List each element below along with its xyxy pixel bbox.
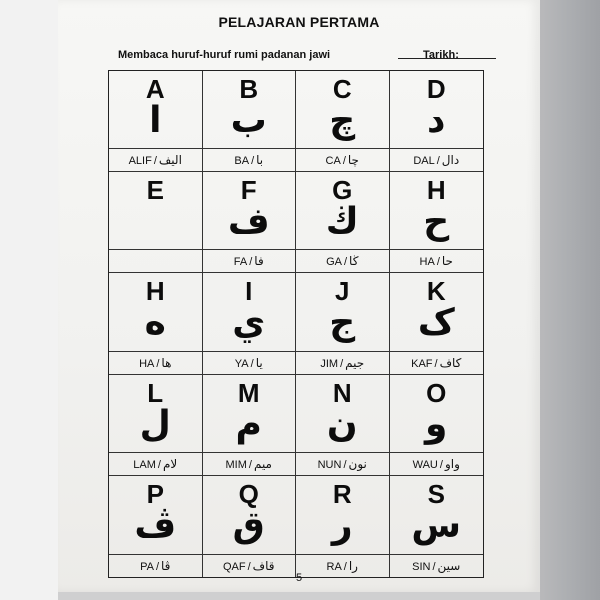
jawi-letter: ا <box>149 100 162 141</box>
jawi-letter: ڤ <box>134 504 177 546</box>
separator-slash: / <box>155 560 159 573</box>
background-left-strip <box>0 0 58 600</box>
letter-name-jawi: يا <box>255 355 263 370</box>
letter-name-rumi: DAL <box>413 155 435 168</box>
date-label: Tarikh: <box>423 49 459 61</box>
jawi-letter: م <box>235 403 262 445</box>
letter-name-rumi: FA <box>233 256 248 269</box>
letter-name-rumi: JIM <box>320 357 339 370</box>
separator-slash: / <box>343 256 348 269</box>
letter-name-jawi: دال <box>441 153 460 168</box>
separator-slash: / <box>250 357 254 370</box>
latin-letter: I <box>245 276 253 307</box>
letter-name-jawi: واو <box>444 456 460 471</box>
letter-cell <box>109 172 203 273</box>
letter-cell <box>109 273 203 374</box>
letter-name-rumi: HA <box>139 357 155 370</box>
letter-name-row <box>296 148 389 171</box>
letter-name-row <box>109 452 202 475</box>
letter-cell <box>109 71 203 172</box>
letter-name-rumi: ALIF <box>128 155 152 168</box>
letter-name-rumi: MIM <box>225 458 247 471</box>
letter-name-rumi: CA <box>325 155 341 168</box>
letter-cell <box>390 273 484 374</box>
latin-letter: H <box>145 276 165 307</box>
letter-name-jawi: اليف <box>158 153 182 168</box>
date-blank-line <box>398 58 496 59</box>
latin-letter: B <box>239 74 259 104</box>
latin-letter: M <box>237 377 260 408</box>
letter-name-row <box>109 249 202 272</box>
letter-name-rumi: KAF <box>411 357 433 370</box>
latin-letter: S <box>427 478 445 509</box>
letter-name-jawi: نون <box>348 456 367 471</box>
latin-letter: O <box>426 377 447 408</box>
letter-cell <box>296 71 390 172</box>
letter-name-row <box>203 351 296 374</box>
instruction-text: Membaca huruf-huruf rumi padanan jawi <box>118 49 331 61</box>
separator-slash: / <box>434 357 438 370</box>
letter-name-row <box>203 249 296 272</box>
letter-name-jawi: ڬا <box>349 254 359 269</box>
separator-slash: / <box>157 458 161 471</box>
letter-name-rumi: PA <box>140 560 154 573</box>
jawi-letter: ق <box>232 504 265 546</box>
page-number: 5 <box>295 572 303 584</box>
jawi-letter: ڬ <box>325 201 359 243</box>
worksheet-page <box>58 0 540 592</box>
separator-slash: / <box>153 155 157 168</box>
separator-slash: / <box>156 357 160 370</box>
separator-slash: / <box>436 155 440 168</box>
jawi-letter: ه <box>144 302 166 344</box>
letter-name-jawi: ميم <box>253 456 272 471</box>
letter-name-jawi: را <box>348 558 358 573</box>
letter-name-row <box>203 148 296 171</box>
separator-slash: / <box>342 155 346 168</box>
letter-name-row <box>390 452 484 475</box>
jawi-letter: و <box>425 403 448 445</box>
letter-name-rumi: GA <box>326 256 342 269</box>
jawi-letter: ي <box>232 302 266 344</box>
latin-letter: R <box>332 478 352 509</box>
jawi-letter: ف <box>227 201 270 243</box>
letter-name-row <box>109 351 202 374</box>
letter-cell <box>296 375 390 476</box>
latin-letter: N <box>332 377 352 408</box>
separator-slash: / <box>343 560 347 573</box>
letter-name-jawi: چا <box>347 153 359 168</box>
latin-letter: D <box>426 74 446 104</box>
letter-name-rumi: HA <box>419 256 435 269</box>
letter-name-row <box>296 351 389 374</box>
letter-cell <box>203 71 297 172</box>
letter-name-row <box>390 351 484 374</box>
letter-cell <box>109 476 203 577</box>
letter-cell <box>203 476 297 577</box>
letter-cell <box>203 172 297 273</box>
letter-cell <box>296 476 390 577</box>
latin-letter: A <box>145 74 165 104</box>
latin-letter: G <box>332 175 353 206</box>
letter-name-rumi: WAU <box>412 458 438 471</box>
jawi-letter: ب <box>230 100 267 141</box>
letter-name-jawi: جيم <box>345 355 365 370</box>
latin-letter: C <box>332 74 352 104</box>
letter-name-jawi: ڤا <box>161 558 171 573</box>
separator-slash: / <box>249 256 253 269</box>
latin-letter: H <box>426 175 446 206</box>
letter-name-rumi: YA <box>234 357 249 370</box>
letter-cell <box>203 375 297 476</box>
latin-letter: L <box>147 377 164 408</box>
letter-name-jawi: سين <box>437 558 461 573</box>
latin-letter: F <box>240 175 257 206</box>
jawi-letter: ن <box>326 403 358 445</box>
jawi-letter: ر <box>331 504 353 546</box>
page-title: PELAJARAN PERTAMA <box>218 14 380 30</box>
letter-name-jawi: كاف <box>439 355 462 370</box>
latin-letter: J <box>335 276 350 307</box>
letter-cell <box>390 375 484 476</box>
letter-name-rumi: QAF <box>222 560 246 573</box>
letter-name-jawi: فا <box>254 254 264 269</box>
letter-name-jawi: لام <box>162 456 178 471</box>
letter-name-jawi: با <box>256 153 264 168</box>
letter-name-row <box>296 249 389 272</box>
separator-slash: / <box>251 155 255 168</box>
separator-slash: / <box>436 256 440 269</box>
letter-name-rumi: BA <box>234 155 250 168</box>
letter-name-jawi: ها <box>161 355 172 370</box>
separator-slash: / <box>439 458 443 471</box>
letter-cell <box>390 71 484 172</box>
separator-slash: / <box>340 357 344 370</box>
letter-name-jawi: قاف <box>252 558 275 573</box>
background-right-strip <box>540 0 600 600</box>
separator-slash: / <box>247 560 251 573</box>
latin-letter: P <box>146 478 164 509</box>
jawi-letter: چ <box>329 100 356 141</box>
jawi-letter: د <box>427 100 446 141</box>
letter-name-row <box>203 452 296 475</box>
jawi-letter: ج <box>329 302 356 344</box>
letter-name-rumi: RA <box>326 560 342 573</box>
letter-name-row <box>390 148 484 171</box>
letter-cell <box>390 172 484 273</box>
letter-grid <box>108 70 484 578</box>
letter-cell <box>296 273 390 374</box>
separator-slash: / <box>432 560 436 573</box>
letter-name-rumi: SIN <box>412 560 431 573</box>
latin-letter: E <box>146 175 164 206</box>
separator-slash: / <box>248 458 252 471</box>
latin-letter: Q <box>238 478 259 509</box>
letter-cell <box>203 273 297 374</box>
jawi-letter: ک <box>417 302 455 344</box>
letter-name-rumi: NUN <box>317 458 342 471</box>
letter-name-rumi: LAM <box>133 458 156 471</box>
letter-name-row <box>390 249 484 272</box>
letter-cell <box>390 476 484 577</box>
separator-slash: / <box>343 458 347 471</box>
jawi-letter: ح <box>423 201 450 243</box>
jawi-letter: ل <box>139 403 171 445</box>
letter-name-row <box>109 148 202 171</box>
letter-cell <box>109 375 203 476</box>
letter-name-jawi: حا <box>441 254 453 269</box>
latin-letter: K <box>426 276 446 307</box>
letter-name-row <box>296 452 389 475</box>
letter-cell <box>296 172 390 273</box>
jawi-letter: س <box>411 504 462 546</box>
